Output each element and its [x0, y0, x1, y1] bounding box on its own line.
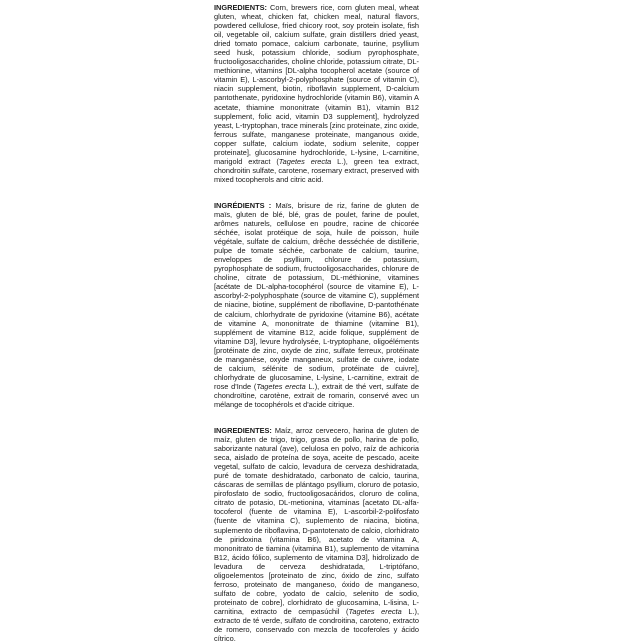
section-text: Maïs, brisure de riz, farine de gluten de maïs, gluten de blé, blé, gras de poulet, farine de poulet, arômes naturels, cellulose en poudre, racine de chicorée séchée, isolat protéique de soja, huile de poisson, huile végétale, sulfate de calcium, drêche desséchée de distillerie, pulpe de tomate séchée, carbonate de calcium, taurine, enveloppes de psyllium, chlorure de potassium, pyrophosphate de sodium, fructooligosaccharides, chlorure de choline, citrate de potassium, DL-méthionine, vitamines [acétate de DL-alpha-tocophérol (source de vitamine E), L-ascorbyl-2-polyphosphate (source de vitamine C), supplément de niacine, biotine, supplément de riboflavine, D-pantothénate de calcium, chlorhydrate de pyridoxine (vitamine B6), acétate de vitamine A, mononitrate de thiamine (vitamine B1), supplément de vitamine B12, acide folique, supplément de vitamine D3], levure hydrolysée, L-tryptophane, oligoéléments [protéinate de zinc, oxyde de zinc, sulfate ferreux, protéinate de manganèse, oxyde manganeux, sulfate de cuivre, iodate de calcium, sélénite de sodium, protéinate de cuivre], chlorhydrate de glucosamine, L-lysine, L-carnitine, extrait de rose d'Inde (	[214, 200, 419, 391]
ingredients-column	[214, 3, 419, 643]
latin-name: Tagetes erecta	[278, 156, 332, 166]
section-heading: INGREDIENTES:	[214, 426, 272, 436]
ingredients-english	[214, 3, 419, 184]
section-text: Maíz, arroz cervecero, harina de gluten de maíz, gluten de trigo, trigo, grasa de pollo, harina de pollo, saborizante natural (ave), celulosa en polvo, raíz de achicoria seca, aislado de proteína de soya, aceite de pescado, aceite vegetal, sulfato de calcio, levadura de cerveza deshidratada, puré de tomate deshidratado, carbonato de calcio, taurina, cáscaras de semillas de plántago psyllium, cloruro de potasio, pirofosfato de sodio, fructooligosacáridos, cloruro de colina, citrato de potasio, DL-metionina, vitaminas [acetato DL-alfa-tocoferol (fuente de vitamina E), L-ascorbil-2-polifosfato (fuente de vitamina C), suplemento de niacina, biotina, suplemento de riboflavina, D-pantotenato de calcio, clorhidrato de piridoxina (vitamina B6), acetato de vitamina A, mononitrato de tiamina (vitamina B1), suplemento de vitamina B12, ácido fólico, suplemento de vitamina D3], hidrolizado de levadura de cerveza deshidratada, L-triptófano, oligoelementos [proteinato de zinc, óxido de zinc, sulfato ferroso, proteinato de manganeso, óxido de manganeso, sulfato de cobre, yodato de calcio, selenito de sodio, proteinato de cobre], clorhidrato de glucosamina, L-lisina, L-carnitina, extracto de cempasúchil (	[214, 426, 420, 616]
section-text-end: L.), extrait de thé vert, sulfate de chondroïtine, carotène, extrait de romarin, conservé avec un mélange de tocophérols et d'acide citrique.	[214, 381, 420, 409]
ingredients-french	[214, 201, 419, 409]
section-heading: INGREDIENTS:	[214, 3, 267, 12]
latin-name: Tagetes erecta	[256, 381, 306, 391]
latin-name: Tagetes erecta	[348, 606, 402, 616]
section-heading: INGRÉDIENTS :	[214, 200, 272, 210]
section-text-end: L.), green tea extract, chondroitin sulfate, carotene, rosemary extract, preserved with mixed tocopherols and citric acid.	[214, 156, 419, 184]
section-text-end: L.), extracto de té verde, sulfato de condroitina, caroteno, extracto de romero, conservado con mezcla de tocoferoles y ácido cítrico.	[214, 606, 419, 643]
section-text: Corn, brewers rice, corn gluten meal, wheat gluten, wheat, chicken fat, chicken meal, natural flavors, powdered cellulose, fried chicory root, soy protein isolate, fish oil, vegetable oil, calcium sulfate, grain distillers dried yeast, dried tomato pomace, calcium carbonate, taurine, psyllium seed husk, potassium chloride, sodium pyrophosphate, fructooligosaccharides, choline chloride, potassium citrate, DL-methionine, vitamins [DL-alpha tocopherol acetate (source of vitamin E), L-ascorbyl-2-polyphosphate (source of vitamin C), niacin supplement, biotin, riboflavin supplement, D-calcium pantothenate, pyridoxine hydrochloride (vitamin B6), vitamin A acetate, thiamine mononitrate (vitamin B1), vitamin B12 supplement, folic acid, vitamin D3 supplement], hydrolyzed yeast, L-tryptophan, trace minerals [zinc proteinate, zinc oxide, ferrous sulfate, manganese proteinate, manganous oxide, copper sulfate, calcium iodate, sodium selenite, copper proteinate], glucosamine hydrochloride, L-lysine, L-carnitine, marigold extract (	[214, 3, 419, 166]
ingredients-spanish	[214, 426, 419, 643]
